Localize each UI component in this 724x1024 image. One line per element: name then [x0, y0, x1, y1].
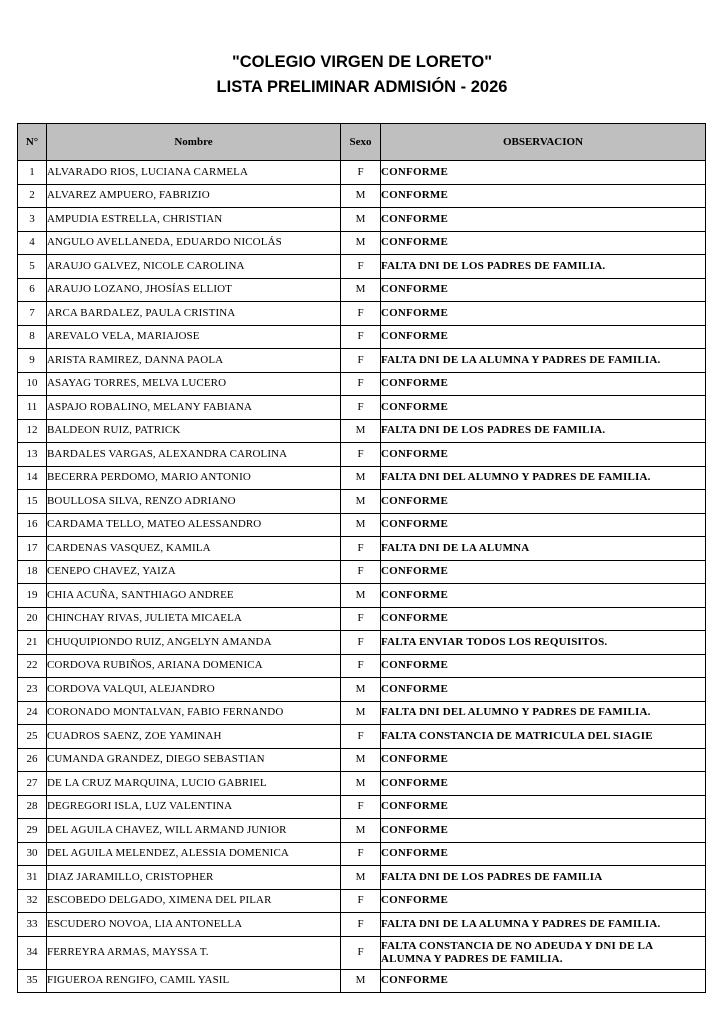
- student-name: DE LA CRUZ MARQUINA, LUCIO GABRIEL: [47, 772, 341, 796]
- observation: CONFORME: [381, 842, 706, 866]
- observation: FALTA ENVIAR TODOS LOS REQUISITOS.: [381, 631, 706, 655]
- student-sex: M: [341, 678, 381, 702]
- row-number: 6: [18, 278, 47, 302]
- admission-table: [17, 123, 706, 993]
- row-number: 11: [18, 396, 47, 420]
- table-row: [18, 701, 706, 725]
- student-name: DEGREGORI ISLA, LUZ VALENTINA: [47, 795, 341, 819]
- student-sex: M: [341, 748, 381, 772]
- student-name: CHUQUIPIONDO RUIZ, ANGELYN AMANDA: [47, 631, 341, 655]
- table-row: [18, 748, 706, 772]
- row-number: 14: [18, 466, 47, 490]
- table-row: [18, 372, 706, 396]
- table-row: [18, 278, 706, 302]
- table-row: [18, 842, 706, 866]
- observation: CONFORME: [381, 795, 706, 819]
- observation: FALTA DNI DE LA ALUMNA Y PADRES DE FAMILIA.: [381, 349, 706, 373]
- table-row: [18, 208, 706, 232]
- student-sex: F: [341, 349, 381, 373]
- observation: CONFORME: [381, 584, 706, 608]
- row-number: 25: [18, 725, 47, 749]
- observation: CONFORME: [381, 678, 706, 702]
- student-name: ALVARADO RIOS, LUCIANA CARMELA: [47, 161, 341, 185]
- observation: CONFORME: [381, 302, 706, 326]
- table-row: [18, 231, 706, 255]
- student-name: ESCOBEDO DELGADO, XIMENA DEL PILAR: [47, 889, 341, 913]
- observation: CONFORME: [381, 208, 706, 232]
- observation: FALTA CONSTANCIA DE NO ADEUDA Y DNI DE LA ALUMNA Y PADRES DE FAMILIA.: [381, 936, 706, 969]
- table-row: [18, 255, 706, 279]
- row-number: 33: [18, 913, 47, 937]
- observation: CONFORME: [381, 443, 706, 467]
- table-row: [18, 969, 706, 993]
- student-sex: M: [341, 584, 381, 608]
- student-name: AMPUDIA ESTRELLA, CHRISTIAN: [47, 208, 341, 232]
- table-row: [18, 631, 706, 655]
- observation: CONFORME: [381, 184, 706, 208]
- student-name: CENEPO CHAVEZ, YAIZA: [47, 560, 341, 584]
- student-sex: F: [341, 161, 381, 185]
- student-name: DIAZ JARAMILLO, CRISTOPHER: [47, 866, 341, 890]
- student-name: DEL AGUILA CHAVEZ, WILL ARMAND JUNIOR: [47, 819, 341, 843]
- observation: FALTA DNI DEL ALUMNO Y PADRES DE FAMILIA.: [381, 701, 706, 725]
- table-row: [18, 419, 706, 443]
- column-header-sex: Sexo: [341, 124, 381, 161]
- table-row: [18, 443, 706, 467]
- table-row: [18, 678, 706, 702]
- student-sex: F: [341, 396, 381, 420]
- row-number: 20: [18, 607, 47, 631]
- row-number: 16: [18, 513, 47, 537]
- student-sex: M: [341, 278, 381, 302]
- table-row: [18, 490, 706, 514]
- student-sex: F: [341, 842, 381, 866]
- student-sex: M: [341, 184, 381, 208]
- student-name: ARAUJO GALVEZ, NICOLE CAROLINA: [47, 255, 341, 279]
- student-name: ALVAREZ AMPUERO, FABRIZIO: [47, 184, 341, 208]
- row-number: 35: [18, 969, 47, 993]
- observation: CONFORME: [381, 772, 706, 796]
- student-sex: F: [341, 654, 381, 678]
- row-number: 27: [18, 772, 47, 796]
- student-name: CUADROS SAENZ, ZOE YAMINAH: [47, 725, 341, 749]
- observation: CONFORME: [381, 607, 706, 631]
- student-name: CHIA ACUÑA, SANTHIAGO ANDREE: [47, 584, 341, 608]
- row-number: 4: [18, 231, 47, 255]
- student-name: CORDOVA VALQUI, ALEJANDRO: [47, 678, 341, 702]
- student-name: ARAUJO LOZANO, JHOSÍAS ELLIOT: [47, 278, 341, 302]
- table-row: [18, 537, 706, 561]
- row-number: 13: [18, 443, 47, 467]
- student-sex: M: [341, 866, 381, 890]
- table-row: [18, 584, 706, 608]
- observation: CONFORME: [381, 513, 706, 537]
- student-sex: F: [341, 255, 381, 279]
- row-number: 23: [18, 678, 47, 702]
- student-sex: F: [341, 302, 381, 326]
- student-name: BOULLOSA SILVA, RENZO ADRIANO: [47, 490, 341, 514]
- student-name: CORONADO MONTALVAN, FABIO FERNANDO: [47, 701, 341, 725]
- student-name: ANGULO AVELLANEDA, EDUARDO NICOLÁS: [47, 231, 341, 255]
- list-subtitle: LISTA PRELIMINAR ADMISIÓN - 2026: [216, 78, 508, 96]
- student-name: DEL AGUILA MELENDEZ, ALESSIA DOMENICA: [47, 842, 341, 866]
- table-row: [18, 913, 706, 937]
- table-row: [18, 161, 706, 185]
- student-sex: F: [341, 607, 381, 631]
- student-sex: F: [341, 560, 381, 584]
- row-number: 8: [18, 325, 47, 349]
- student-name: CUMANDA GRANDEZ, DIEGO SEBASTIAN: [47, 748, 341, 772]
- observation: CONFORME: [381, 161, 706, 185]
- row-number: 5: [18, 255, 47, 279]
- column-header-name: Nombre: [47, 124, 341, 161]
- table-row: [18, 302, 706, 326]
- student-sex: M: [341, 772, 381, 796]
- student-sex: M: [341, 231, 381, 255]
- student-sex: F: [341, 443, 381, 467]
- row-number: 21: [18, 631, 47, 655]
- observation: CONFORME: [381, 278, 706, 302]
- school-title: "COLEGIO VIRGEN DE LORETO": [231, 53, 493, 71]
- table-row: [18, 889, 706, 913]
- row-number: 28: [18, 795, 47, 819]
- student-name: ESCUDERO NOVOA, LIA ANTONELLA: [47, 913, 341, 937]
- student-sex: M: [341, 419, 381, 443]
- column-header-observation: OBSERVACION: [381, 124, 706, 161]
- student-name: AREVALO VELA, MARIAJOSE: [47, 325, 341, 349]
- table-row: [18, 349, 706, 373]
- row-number: 24: [18, 701, 47, 725]
- row-number: 30: [18, 842, 47, 866]
- observation: CONFORME: [381, 560, 706, 584]
- student-name: CARDENAS VASQUEZ, KAMILA: [47, 537, 341, 561]
- student-name: FIGUEROA RENGIFO, CAMIL YASIL: [47, 969, 341, 993]
- observation: CONFORME: [381, 372, 706, 396]
- table-row: [18, 795, 706, 819]
- student-name: ARISTA RAMIREZ, DANNA PAOLA: [47, 349, 341, 373]
- table-row: [18, 607, 706, 631]
- table-row: [18, 466, 706, 490]
- student-sex: F: [341, 936, 381, 969]
- student-sex: M: [341, 819, 381, 843]
- student-sex: F: [341, 537, 381, 561]
- student-sex: M: [341, 701, 381, 725]
- table-header-row: [18, 124, 706, 161]
- student-name: ARCA BARDALEZ, PAULA CRISTINA: [47, 302, 341, 326]
- row-number: 10: [18, 372, 47, 396]
- table-row: [18, 396, 706, 420]
- observation: CONFORME: [381, 889, 706, 913]
- student-sex: M: [341, 466, 381, 490]
- student-sex: M: [341, 490, 381, 514]
- document-header: [0, 48, 724, 101]
- table-row: [18, 184, 706, 208]
- row-number: 12: [18, 419, 47, 443]
- student-sex: M: [341, 513, 381, 537]
- row-number: 18: [18, 560, 47, 584]
- student-name: BECERRA PERDOMO, MARIO ANTONIO: [47, 466, 341, 490]
- table-row: [18, 654, 706, 678]
- row-number: 34: [18, 936, 47, 969]
- student-sex: F: [341, 795, 381, 819]
- student-name: ASPAJO ROBALINO, MELANY FABIANA: [47, 396, 341, 420]
- row-number: 9: [18, 349, 47, 373]
- table-row: [18, 772, 706, 796]
- student-sex: F: [341, 889, 381, 913]
- student-name: ASAYAG TORRES, MELVA LUCERO: [47, 372, 341, 396]
- student-name: CARDAMA TELLO, MATEO ALESSANDRO: [47, 513, 341, 537]
- observation: FALTA DNI DE LOS PADRES DE FAMILIA.: [381, 255, 706, 279]
- observation: CONFORME: [381, 490, 706, 514]
- student-sex: F: [341, 913, 381, 937]
- table-row: [18, 725, 706, 749]
- student-name: FERREYRA ARMAS, MAYSSA T.: [47, 936, 341, 969]
- row-number: 7: [18, 302, 47, 326]
- student-sex: F: [341, 372, 381, 396]
- student-sex: F: [341, 725, 381, 749]
- observation: FALTA DNI DE LOS PADRES DE FAMILIA: [381, 866, 706, 890]
- student-name: CORDOVA RUBIÑOS, ARIANA DOMENICA: [47, 654, 341, 678]
- observation: FALTA DNI DE LA ALUMNA Y PADRES DE FAMILIA.: [381, 913, 706, 937]
- row-number: 32: [18, 889, 47, 913]
- observation: CONFORME: [381, 396, 706, 420]
- row-number: 22: [18, 654, 47, 678]
- student-sex: M: [341, 208, 381, 232]
- row-number: 3: [18, 208, 47, 232]
- observation: CONFORME: [381, 969, 706, 993]
- table-row: [18, 866, 706, 890]
- student-name: BARDALES VARGAS, ALEXANDRA CAROLINA: [47, 443, 341, 467]
- student-name: CHINCHAY RIVAS, JULIETA MICAELA: [47, 607, 341, 631]
- observation: FALTA DNI DE LA ALUMNA: [381, 537, 706, 561]
- row-number: 31: [18, 866, 47, 890]
- observation: CONFORME: [381, 654, 706, 678]
- observation: FALTA CONSTANCIA DE MATRICULA DEL SIAGIE: [381, 725, 706, 749]
- row-number: 2: [18, 184, 47, 208]
- row-number: 19: [18, 584, 47, 608]
- table-row: [18, 819, 706, 843]
- observation: CONFORME: [381, 748, 706, 772]
- observation: FALTA DNI DEL ALUMNO Y PADRES DE FAMILIA.: [381, 466, 706, 490]
- row-number: 15: [18, 490, 47, 514]
- student-sex: M: [341, 969, 381, 993]
- student-name: BALDEON RUIZ, PATRICK: [47, 419, 341, 443]
- observation: CONFORME: [381, 325, 706, 349]
- row-number: 26: [18, 748, 47, 772]
- student-sex: F: [341, 325, 381, 349]
- student-sex: F: [341, 631, 381, 655]
- row-number: 29: [18, 819, 47, 843]
- table-row: [18, 560, 706, 584]
- row-number: 17: [18, 537, 47, 561]
- row-number: 1: [18, 161, 47, 185]
- table-row: [18, 325, 706, 349]
- observation: FALTA DNI DE LOS PADRES DE FAMILIA.: [381, 419, 706, 443]
- observation: CONFORME: [381, 819, 706, 843]
- column-header-number: N°: [18, 124, 47, 161]
- table-row: [18, 513, 706, 537]
- table-row: [18, 936, 706, 969]
- observation: CONFORME: [381, 231, 706, 255]
